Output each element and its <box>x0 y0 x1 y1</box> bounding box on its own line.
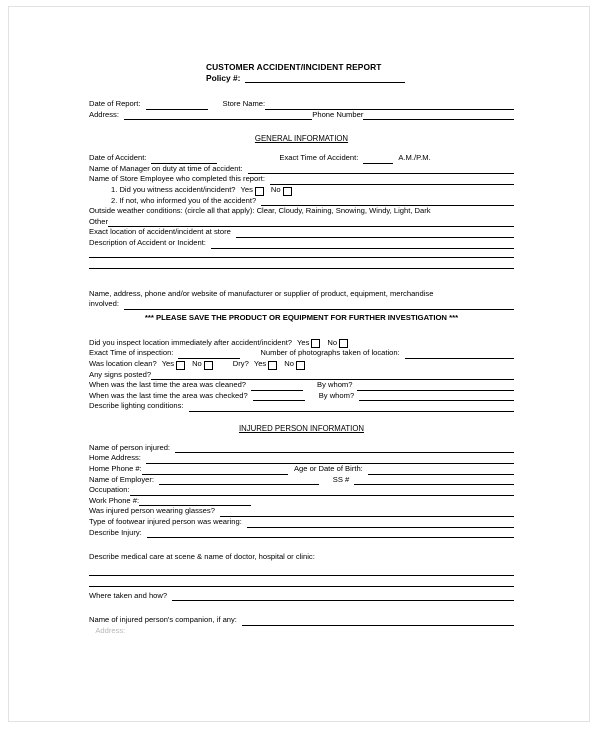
date-store-row <box>89 99 514 110</box>
exact-location-label: Exact location of accident/incident at store <box>89 227 231 237</box>
clipped-next-line-text: Address: <box>89 626 126 635</box>
exact-time-of-accident-field[interactable] <box>363 155 393 164</box>
photographs-field[interactable] <box>405 350 514 359</box>
weather-other-field[interactable] <box>108 218 514 227</box>
description-label: Description of Accident or Incident: <box>89 237 206 247</box>
age-dob-label: Age or Date of Birth: <box>293 464 363 474</box>
informed-by-row <box>89 196 514 207</box>
phone-number-field[interactable] <box>363 111 514 120</box>
clean-no-label: No <box>192 358 202 368</box>
weather-other-row <box>89 217 514 228</box>
glasses-label: Was injured person wearing glasses? <box>89 506 215 516</box>
policy-number-label: Policy #: <box>206 73 241 83</box>
dry-yes-label: Yes <box>253 358 267 368</box>
employer-field[interactable] <box>159 476 319 485</box>
home-address-field[interactable] <box>146 455 514 464</box>
occupation-row <box>89 485 514 496</box>
date-of-report-label: Date of Report: <box>89 99 141 108</box>
witness-no-checkbox[interactable] <box>283 187 292 196</box>
area-checked-field[interactable] <box>253 392 305 401</box>
companion-field[interactable] <box>242 617 514 626</box>
employee-row <box>89 174 514 185</box>
where-taken-row <box>89 591 514 602</box>
work-phone-label: Work Phone #: <box>89 495 140 505</box>
inspect-no-label: No <box>327 337 338 347</box>
location-clean-dry-row <box>89 359 514 370</box>
time-of-inspection-label: Exact Time of inspection: <box>89 348 174 358</box>
form-body <box>89 62 514 635</box>
witness-yes-label: Yes <box>240 184 253 194</box>
employee-label: Name of Store Employee who completed this report: <box>89 174 266 184</box>
lighting-conditions-row <box>89 401 514 412</box>
store-name-field[interactable] <box>265 101 514 110</box>
area-cleaned-field[interactable] <box>251 382 303 391</box>
manufacturer-prompt-line1: Name, address, phone and/or website of manufacturer or supplier of product, equipment, merchandise <box>89 288 434 298</box>
signs-posted-row <box>89 370 514 381</box>
where-taken-label: Where taken and how? <box>89 590 168 600</box>
phone-number-label: Phone Number <box>312 109 364 119</box>
companion-label: Name of injured person's companion, if any: <box>89 615 237 625</box>
manufacturer-involved-row <box>89 299 514 310</box>
policy-number-row <box>206 73 514 83</box>
describe-injury-row <box>89 528 514 539</box>
clean-yes-checkbox[interactable] <box>176 361 185 370</box>
date-of-report-field[interactable] <box>146 101 208 110</box>
area-checked-row <box>89 391 514 402</box>
medical-care-label: Describe medical care at scene & name of doctor, hospital or clinic: <box>89 552 315 562</box>
cleaned-by-whom-label: By whom? <box>317 380 353 390</box>
work-phone-field[interactable] <box>139 497 251 506</box>
inspect-yes-checkbox[interactable] <box>311 339 320 348</box>
weather-conditions-row <box>89 206 514 217</box>
lighting-conditions-label: Describe lighting conditions: <box>89 401 184 411</box>
location-clean-label: Was location clean? <box>89 358 157 368</box>
footwear-row <box>89 517 514 528</box>
employer-ss-row <box>89 475 514 486</box>
where-taken-field[interactable] <box>172 592 514 601</box>
description-field[interactable] <box>211 240 514 249</box>
glasses-field[interactable] <box>220 508 514 517</box>
describe-injury-label: Describe Injury: <box>89 527 142 537</box>
weather-other-label: Other <box>89 216 108 226</box>
page-title: CUSTOMER ACCIDENT/INCIDENT REPORT <box>206 62 382 72</box>
witness-yes-checkbox[interactable] <box>255 187 264 196</box>
checked-by-whom-label: By whom? <box>318 390 355 400</box>
inspection-time-photos-row <box>89 348 514 359</box>
photographs-label: Number of photographs taken of location: <box>260 348 400 358</box>
dry-no-checkbox[interactable] <box>296 361 305 370</box>
employee-field[interactable] <box>270 176 514 185</box>
policy-number-field[interactable] <box>245 74 405 83</box>
inspect-location-label: Did you inspect location immediately after accident/incident? <box>89 337 293 347</box>
footwear-field[interactable] <box>247 519 514 528</box>
manufacturer-field[interactable] <box>124 301 514 310</box>
manufacturer-prompt-line2: involved: <box>89 299 119 309</box>
glasses-row <box>89 506 514 517</box>
exact-time-of-accident-label: Exact Time of Accident: <box>279 153 359 163</box>
employer-label: Name of Employer: <box>89 474 154 484</box>
companion-row <box>89 615 514 626</box>
exact-location-row <box>89 227 514 238</box>
cleaned-by-whom-field[interactable] <box>357 382 514 391</box>
describe-injury-field[interactable] <box>147 529 514 538</box>
store-name-label: Store Name: <box>222 99 266 108</box>
age-dob-field[interactable] <box>368 466 514 475</box>
dry-no-label: No <box>284 358 294 368</box>
ss-number-label: SS # <box>332 474 350 484</box>
exact-location-field[interactable] <box>236 229 514 238</box>
signs-posted-field[interactable] <box>151 371 514 380</box>
weather-conditions-label: Outside weather conditions: (circle all that apply): Clear, Cloudy, Raining, Snowing, Windy, Light, Dark <box>89 206 431 216</box>
witness-no-label: No <box>270 184 281 194</box>
description-row <box>89 238 514 249</box>
signs-posted-label: Any signs posted? <box>89 369 152 379</box>
witness-question-row <box>89 185 514 196</box>
home-phone-field[interactable] <box>142 466 288 475</box>
clean-yes-label: Yes <box>161 358 175 368</box>
manager-field[interactable] <box>248 165 514 174</box>
accident-date-time-row <box>89 153 514 164</box>
ss-number-field[interactable] <box>354 476 514 485</box>
address-field[interactable] <box>124 111 312 120</box>
date-of-accident-field[interactable] <box>151 155 217 164</box>
address-phone-row <box>29 110 514 121</box>
home-address-row <box>89 453 514 464</box>
document-page <box>8 6 590 722</box>
home-address-label: Home Address: <box>89 453 141 463</box>
clean-no-checkbox[interactable] <box>204 361 213 370</box>
witness-question-label: 1. Did you witness accident/incident? <box>111 184 236 194</box>
inspect-yes-label: Yes <box>297 337 310 347</box>
informed-by-label: 2. If not, who informed you of the accident? <box>111 195 257 205</box>
area-cleaned-row <box>89 380 514 391</box>
am-pm-label: A.M./P.M. <box>398 153 431 163</box>
save-product-banner: *** PLEASE SAVE THE PRODUCT OR EQUIPMENT FOR FURTHER INVESTIGATION *** <box>144 312 459 322</box>
work-phone-row <box>89 496 514 507</box>
time-of-inspection-field[interactable] <box>178 350 240 359</box>
dry-yes-checkbox[interactable] <box>268 361 277 370</box>
clipped-next-line <box>89 626 514 635</box>
inspect-no-checkbox[interactable] <box>339 339 348 348</box>
informed-by-field[interactable] <box>261 197 514 206</box>
home-phone-label: Home Phone #: <box>89 464 142 474</box>
injured-name-row <box>89 443 514 454</box>
injured-name-field[interactable] <box>175 444 514 453</box>
inspect-location-row <box>89 338 514 349</box>
section-heading-general-information: GENERAL INFORMATION <box>254 134 349 144</box>
footwear-label: Type of footwear injured person was wearing: <box>89 517 242 527</box>
injured-name-label: Name of person injured: <box>89 442 171 452</box>
area-checked-label: When was the last time the area was checked? <box>89 390 248 400</box>
lighting-conditions-field[interactable] <box>189 403 514 412</box>
medical-care-row <box>89 552 514 563</box>
dry-label: Dry? <box>232 358 249 368</box>
manager-label: Name of Manager on duty at time of accident: <box>89 163 243 173</box>
manager-row <box>89 164 514 175</box>
manufacturer-prompt-row <box>89 289 514 300</box>
occupation-label: Occupation: <box>89 485 130 495</box>
address-label: Address: <box>89 109 119 119</box>
date-of-accident-label: Date of Accident: <box>89 153 147 163</box>
checked-by-whom-field[interactable] <box>359 392 514 401</box>
area-cleaned-label: When was the last time the area was cleaned? <box>89 380 247 390</box>
occupation-field[interactable] <box>130 487 514 496</box>
section-heading-injured-person: INJURED PERSON INFORMATION <box>238 423 365 433</box>
home-phone-age-row <box>89 464 514 475</box>
